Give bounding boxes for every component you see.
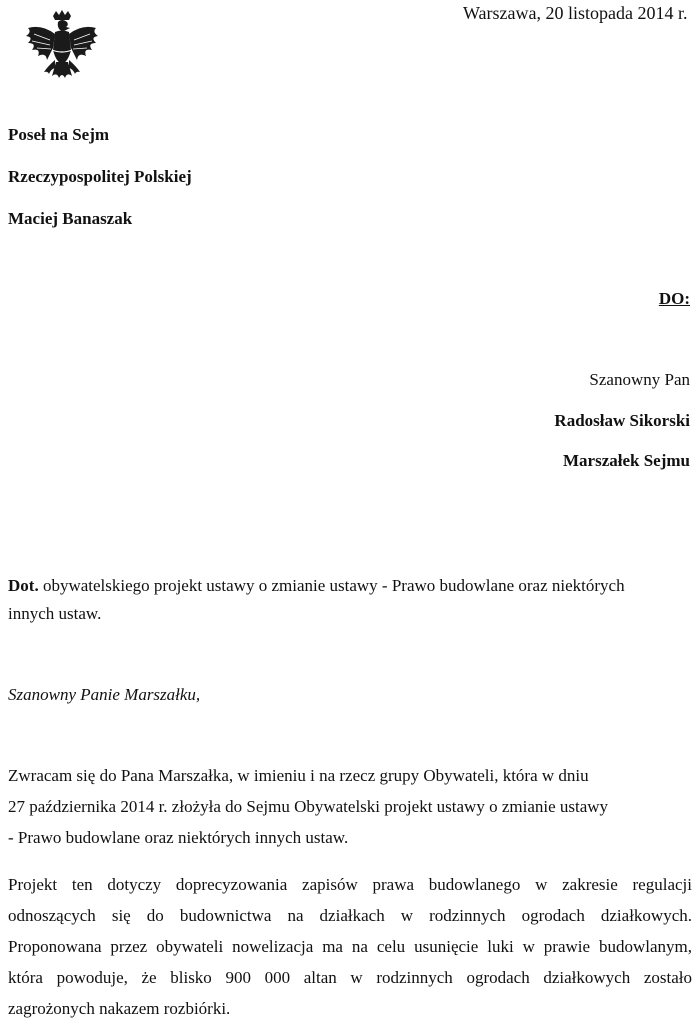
paragraph-1	[8, 760, 692, 853]
sender-country: Rzeczypospolitej Polskiej	[8, 167, 192, 186]
sender-title: Poseł na Sejm	[8, 125, 110, 144]
paragraph-2-line: zagrożonych nakazem rozbiórki.	[8, 999, 231, 1018]
greeting: Szanowny Panie Marszałku,	[8, 685, 201, 704]
place-date: Warszawa, 20 listopada 2014 r.	[463, 3, 688, 23]
subject-line-1	[8, 576, 625, 596]
to-label: DO:	[658, 289, 690, 308]
sender-name: Maciej Banaszak	[8, 209, 133, 228]
recipient-title: Marszałek Sejmu	[562, 451, 690, 470]
paragraph-2-line: odnoszących się do budownictwa na działkach w rodzinnych ogrodach działkowych.	[8, 906, 692, 925]
paragraph-2-line: Proponowana przez obywateli nowelizacja ma na celu usunięcie luki w prawie budowlanym,	[8, 937, 692, 956]
polish-eagle-emblem-icon	[22, 10, 102, 92]
paragraph-2-line: Projekt ten dotyczy doprecyzowania zapisów prawa budowlanego w zakresie regulacji	[8, 875, 692, 894]
paragraph-2-line: która powoduje, że blisko 900 000 altan w rodzinnych ogrodach działkowych zostało	[8, 968, 692, 987]
recipient-name: Radosław Sikorski	[554, 411, 690, 430]
paragraph-1-line: - Prawo budowlane oraz niektórych innych ustaw.	[8, 828, 349, 847]
paragraph-1-line: Zwracam się do Pana Marszałka, w imieniu i na rzecz grupy Obywateli, która w dniu	[8, 766, 589, 785]
paragraph-1-line: 27 października 2014 r. złożyła do Sejmu Obywatelski projekt ustawy o zmianie ustawy	[8, 797, 609, 816]
subject-text-1: obywatelskiego projekt ustawy o zmianie ustawy - Prawo budowlane oraz niektórych	[42, 576, 625, 595]
subject-text-2: innych ustaw.	[8, 604, 102, 623]
recipient-salutation: Szanowny Pan	[589, 370, 690, 389]
subject-prefix: Dot.	[8, 576, 39, 595]
paragraph-2	[8, 869, 692, 1024]
